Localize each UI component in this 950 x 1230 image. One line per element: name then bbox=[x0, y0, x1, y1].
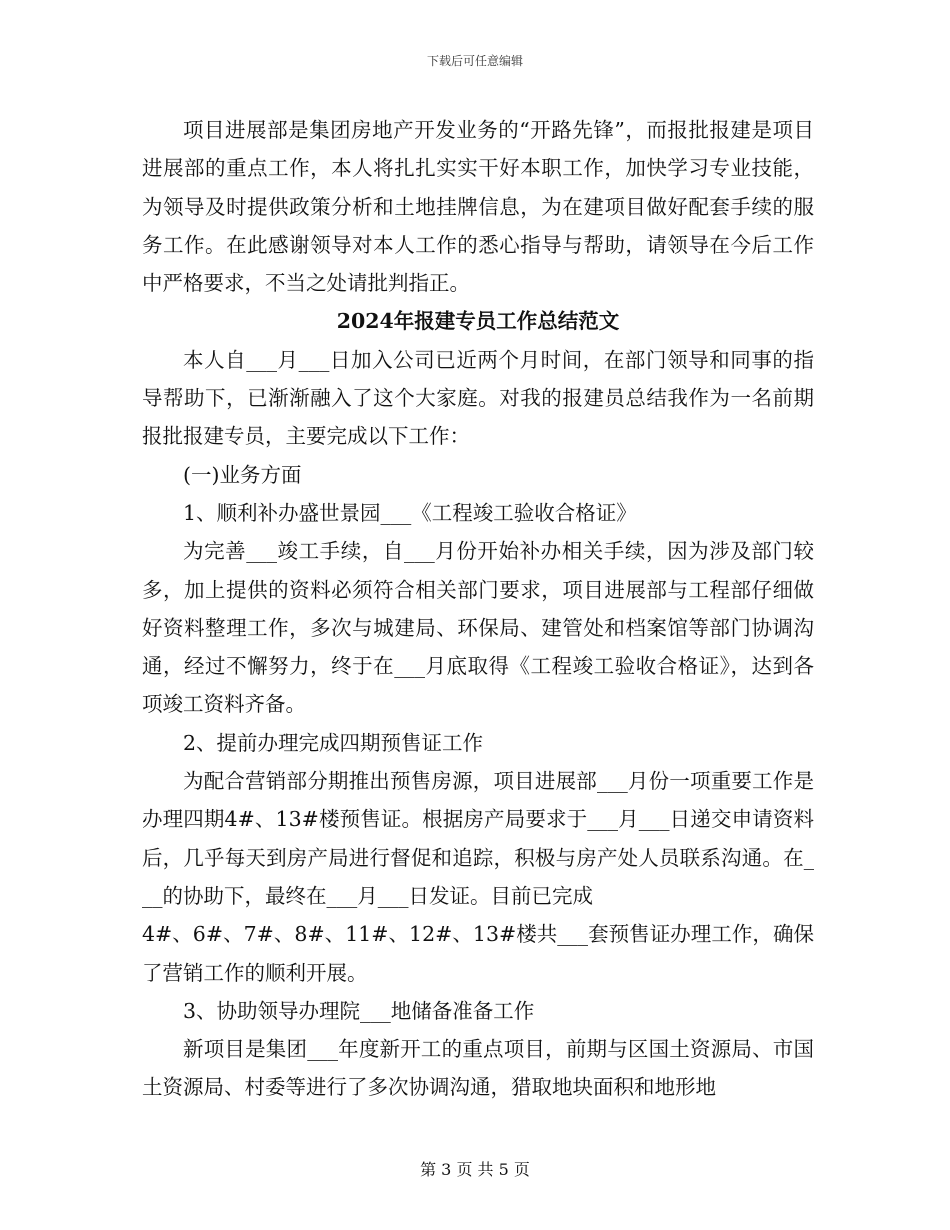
page-header: 下载后可任意编辑 bbox=[426, 54, 523, 68]
item-1-body: 为完善___竣工手续，自___月份开始补办相关手续，因为涉及部门较多，加上提供的资料必须符合相关部门要求，项目进展部与工程部仔细做好资料整理工作，多次与城建局、环保局、建管处和档案馆等部门协调沟通，经过不懈努力，终于在___月底取得《工程竣工验收合格证》，达到各项竣工资料齐备。 bbox=[142, 539, 814, 717]
item-2-heading: 2、提前办理完成四期预售证工作 bbox=[183, 730, 484, 755]
paragraph-opening: 本人自___月___日加入公司已近两个月时间，在部门领导和同事的指导帮助下，已渐渐融入了这个大家庭。对我的报建员总结我作为一名前期报批报建专员，主要完成以下工作： bbox=[142, 347, 814, 449]
document-title: 2024年报建专员工作总结范文 bbox=[336, 309, 620, 334]
page-number: 第 3 页 共 5 页 bbox=[420, 1160, 530, 1179]
paragraph-intro-closing: 项目进展部是集团房地产开发业务的“开路先锋”，而报批报建是项目进展部的重点工作，本人将扎扎实实干好本职工作，加快学习专业技能，为领导及时提供政策分析和土地挂牌信息，为在建项目做好配套手续的服务工作。在此感谢领导对本人工作的悉心指导与帮助，请领导在今后工作中严格要求，不当之处请批判指正。 bbox=[142, 118, 814, 296]
item-1-heading: 1、顺利补办盛世景园___《工程竣工验收合格证》 bbox=[183, 500, 637, 525]
item-3-body: 新项目是集团___年度新开工的重点项目，前期与区国土资源局、市国土资源局、村委等进行了多次协调沟通，猎取地块面积和地形地 bbox=[142, 1037, 814, 1100]
document-body bbox=[142, 111, 814, 1107]
item-2-body: 为配合营销部分期推出预售房源，项目进展部___月份一项重要工作是办理四期4#、13#楼预售证。根据房产局要求于___月___日递交申请资料后，几乎每天到房产局进行督促和追踪，积极与房产处人员联系沟通。在___的协助下，最终在___月___日发证。目前已完成 bbox=[142, 769, 814, 908]
section-heading-business: (一)业务方面 bbox=[183, 462, 302, 487]
item-3-heading: 3、协助领导办理院___地储备准备工作 bbox=[183, 998, 535, 1023]
item-2-body-continued: 4#、6#、7#、8#、11#、12#、13#楼共___套预售证办理工作，确保了营销工作的顺利开展。 bbox=[142, 922, 814, 985]
